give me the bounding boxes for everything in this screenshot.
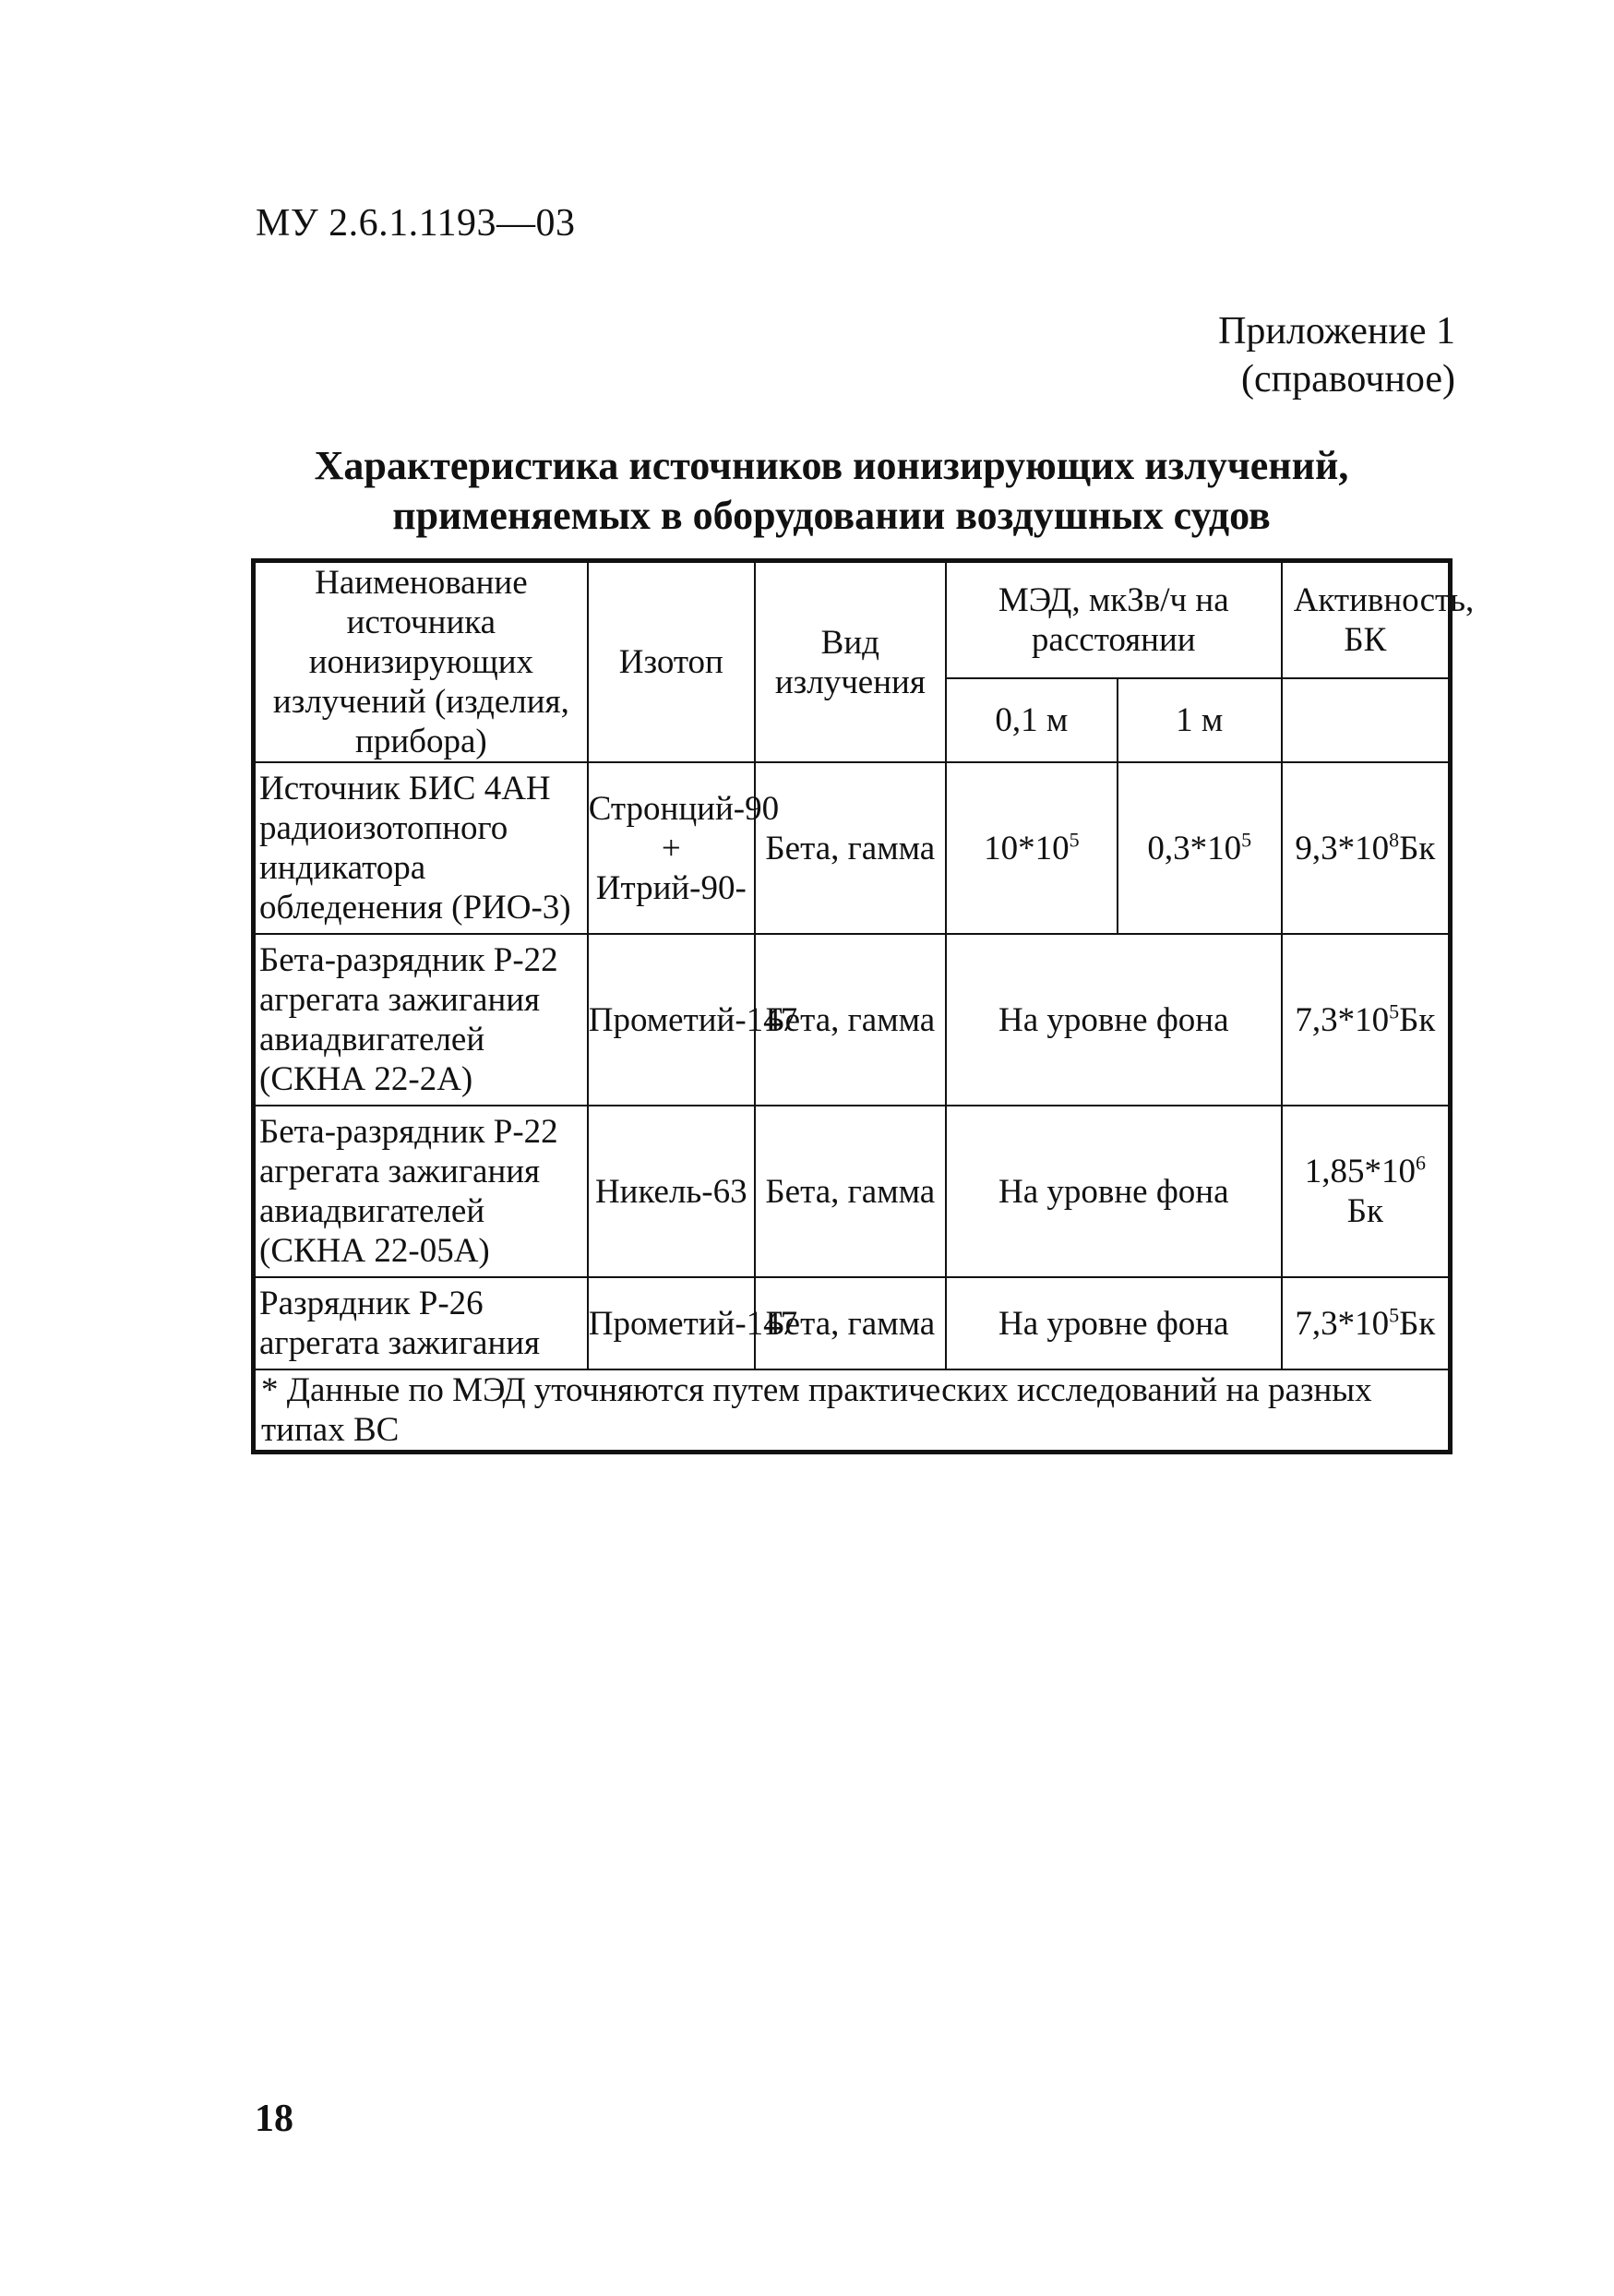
title-line-2: применяемых в оборудовании воздушных судов: [392, 493, 1271, 538]
appendix-type: (справочное): [1241, 358, 1455, 401]
activity-unit: Бк: [1399, 829, 1436, 867]
cell-isotope: Прометий-147: [588, 1277, 755, 1369]
cell-radiation: Бета, гамма: [755, 1106, 946, 1277]
cell-dose-merged: На уровне фона: [946, 1106, 1282, 1277]
cell-source-name: Бета-разрядник Р-22 агрегата зажигания авиадвигателей (СКНА 22-05А): [254, 1106, 588, 1277]
table-footnote-row: [254, 1369, 1451, 1453]
table-footnote: * Данные по МЭД уточняются путем практических исследований на разных типах ВС: [254, 1369, 1451, 1453]
cell-radiation: Бета, гамма: [755, 934, 946, 1106]
cell-isotope: Прометий-147: [588, 934, 755, 1106]
table-title: [254, 441, 1409, 541]
dose-01m-base: 10*10: [984, 829, 1070, 867]
cell-activity: [1282, 1277, 1451, 1369]
activity-exponent: 5: [1389, 1303, 1400, 1327]
cell-dose-01m: [946, 762, 1118, 934]
header-dose-1m: 1 м: [1118, 678, 1282, 763]
cell-dose-1m: [1118, 762, 1282, 934]
dose-1m-exponent: 5: [1241, 828, 1252, 852]
activity-exponent: 8: [1389, 828, 1400, 852]
title-line-1: Характеристика источников ионизирующих излучений,: [314, 443, 1349, 488]
cell-activity: [1282, 762, 1451, 934]
activity-base: 1,85*10: [1304, 1153, 1416, 1190]
header-name: Наименование источника ионизирующих излучений (изделия, прибора): [254, 561, 588, 763]
header-dose: МЭД, мкЗв/ч на расстоянии: [946, 561, 1282, 678]
activity-base: 9,3*10: [1295, 829, 1390, 867]
dose-01m-exponent: 5: [1069, 828, 1080, 852]
appendix-label: [1218, 307, 1455, 403]
table-row: [254, 1277, 1451, 1369]
cell-source-name: Бета-разрядник Р-22 агрегата зажигания авиадвигателей (СКНА 22-2А): [254, 934, 588, 1106]
table-row: [254, 762, 1451, 934]
cell-radiation: Бета, гамма: [755, 1277, 946, 1369]
activity-unit: Бк: [1399, 1000, 1436, 1039]
activity-unit: Бк: [1346, 1192, 1383, 1230]
document-code: МУ 2.6.1.1193—03: [256, 202, 576, 245]
cell-source-name: Источник БИС 4АН радиоизотопного индикатора обледенения (РИО-3): [254, 762, 588, 934]
header-isotope: Изотоп: [588, 561, 755, 763]
table-row: [254, 934, 1451, 1106]
table-header-row: [254, 561, 1451, 678]
activity-exponent: 6: [1415, 1151, 1426, 1175]
cell-activity: [1282, 934, 1451, 1106]
radiation-sources-table: [251, 558, 1475, 1454]
cell-source-name: Разрядник Р-26 агрегата зажигания: [254, 1277, 588, 1369]
dose-1m-base: 0,3*10: [1147, 829, 1242, 867]
appendix-number: Приложение 1: [1218, 310, 1455, 353]
header-activity-empty: [1282, 678, 1451, 763]
cell-radiation: Бета, гамма: [755, 762, 946, 934]
header-radiation: Вид излучения: [755, 561, 946, 763]
cell-isotope: Стронций-90 + Итрий-90-: [588, 762, 755, 934]
activity-exponent: 5: [1389, 999, 1400, 1023]
header-activity: Активность, БК: [1282, 561, 1451, 678]
activity-base: 7,3*10: [1295, 1000, 1390, 1039]
page-number: 18: [255, 2098, 293, 2140]
cell-isotope: Никель-63: [588, 1106, 755, 1277]
activity-base: 7,3*10: [1295, 1304, 1390, 1343]
header-dose-01m: 0,1 м: [946, 678, 1118, 763]
table-row: [254, 1106, 1451, 1277]
cell-dose-merged: На уровне фона: [946, 934, 1282, 1106]
activity-unit: Бк: [1399, 1304, 1436, 1343]
cell-dose-merged: На уровне фона: [946, 1277, 1282, 1369]
cell-activity: [1282, 1106, 1451, 1277]
